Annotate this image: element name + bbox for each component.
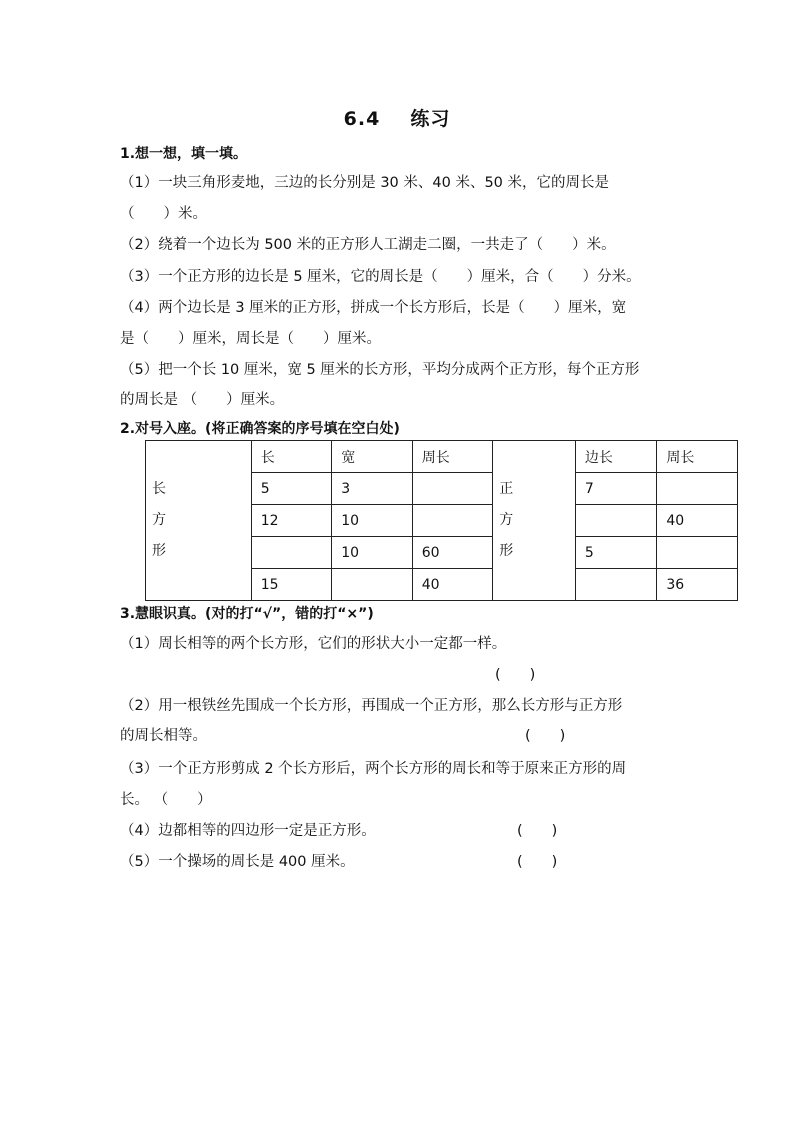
table-cell[interactable]: 10 — [332, 537, 413, 569]
section1-line-4: （3）一个正方形的边长是 5 厘米，它的周长是（ ）厘米，合（ ）分米。 — [120, 269, 641, 285]
table-cell[interactable] — [575, 505, 657, 537]
section1-line-8: 的周长是 （ ）厘米。 — [120, 392, 285, 408]
table-cell[interactable]: 7 — [575, 473, 657, 505]
rectangle-label-char: 长 — [152, 481, 166, 497]
table-cell[interactable]: 40 — [412, 569, 493, 601]
table-cell[interactable]: 12 — [251, 505, 332, 537]
table-cell[interactable]: 40 — [657, 505, 738, 537]
table-cell[interactable] — [657, 537, 738, 569]
rectangle-label-char: 形 — [152, 543, 166, 559]
table-cell[interactable]: 15 — [251, 569, 332, 601]
section1-line-2: （ ）米。 — [120, 206, 207, 222]
square-header-side: 边长 — [575, 441, 657, 473]
section3-line-7: （5）一个操场的周长是 400 厘米。 — [120, 854, 355, 870]
rectangle-label-char: 方 — [152, 512, 166, 528]
section3-line-5: 长。 （ ） — [120, 792, 212, 808]
table-cell[interactable] — [412, 505, 493, 537]
table-cell[interactable]: 5 — [575, 537, 657, 569]
table-cell[interactable]: 3 — [332, 473, 413, 505]
answer-bracket[interactable]: ( ) — [517, 854, 558, 870]
table-cell[interactable] — [251, 537, 332, 569]
table-cell[interactable] — [332, 569, 413, 601]
rect-header-perimeter: 周长 — [412, 441, 493, 473]
title-text: 练习 — [410, 108, 451, 130]
square-header-perimeter: 周长 — [657, 441, 738, 473]
title-number: 6.4 — [343, 108, 381, 130]
table-cell[interactable] — [575, 569, 657, 601]
section1-line-6: 是（ ）厘米，周长是（ ）厘米。 — [120, 331, 381, 347]
table-row — [146, 441, 738, 473]
table-cell[interactable]: 5 — [251, 473, 332, 505]
section3-line-2: （2）用一根铁丝先围成一个长方形，再围成一个正方形，那么长方形与正方形 — [120, 698, 623, 714]
section1-line-1: （1）一块三角形麦地，三边的长分别是 30 米、40 米、50 米，它的周长是 — [120, 175, 610, 191]
section1-line-7: （5）把一个长 10 厘米，宽 5 厘米的长方形，平均分成两个正方形，每个正方形 — [120, 362, 640, 378]
section3-line-6: （4）边都相等的四边形一定是正方形。 — [120, 823, 376, 839]
answer-bracket[interactable]: ( ) — [517, 823, 558, 839]
section3-line-4: （3）一个正方形剪成 2 个长方形后，两个长方形的周长和等于原来正方形的周 — [120, 761, 627, 777]
section1-heading: 1.想一想，填一填。 — [120, 146, 248, 162]
table-cell[interactable]: 36 — [657, 569, 738, 601]
rect-header-length: 长 — [251, 441, 332, 473]
section3-heading: 3.慧眼识真。(对的打“√”，错的打“×”) — [120, 606, 374, 622]
section1-line-3: （2）绕着一个边长为 500 米的正方形人工湖走二圈，一共走了（ ）米。 — [120, 237, 616, 253]
section1-line-5: （4）两个边长是 3 厘米的正方形，拼成一个长方形后，长是（ ）厘米，宽 — [120, 300, 627, 316]
square-label-char: 形 — [499, 543, 514, 559]
section3-line-1: （1）周长相等的两个长方形，它们的形状大小一定都一样。 — [120, 636, 507, 652]
section3-line-3: 的周长相等。 — [120, 728, 207, 744]
table-cell[interactable] — [412, 473, 493, 505]
answer-bracket[interactable]: ( ) — [495, 667, 536, 683]
table-cell[interactable]: 10 — [332, 505, 413, 537]
rectangle-label-cell — [146, 441, 252, 601]
answer-bracket[interactable]: ( ) — [525, 728, 566, 744]
page-title — [0, 104, 794, 131]
table-cell[interactable]: 60 — [412, 537, 493, 569]
table-cell[interactable] — [657, 473, 738, 505]
rect-header-width: 宽 — [332, 441, 413, 473]
answer-table — [145, 440, 738, 601]
square-label-char: 正 — [499, 481, 514, 497]
section2-heading: 2.对号入座。(将正确答案的序号填在空白处) — [120, 421, 400, 437]
square-label-char: 方 — [499, 512, 514, 528]
square-label-cell — [493, 441, 576, 601]
